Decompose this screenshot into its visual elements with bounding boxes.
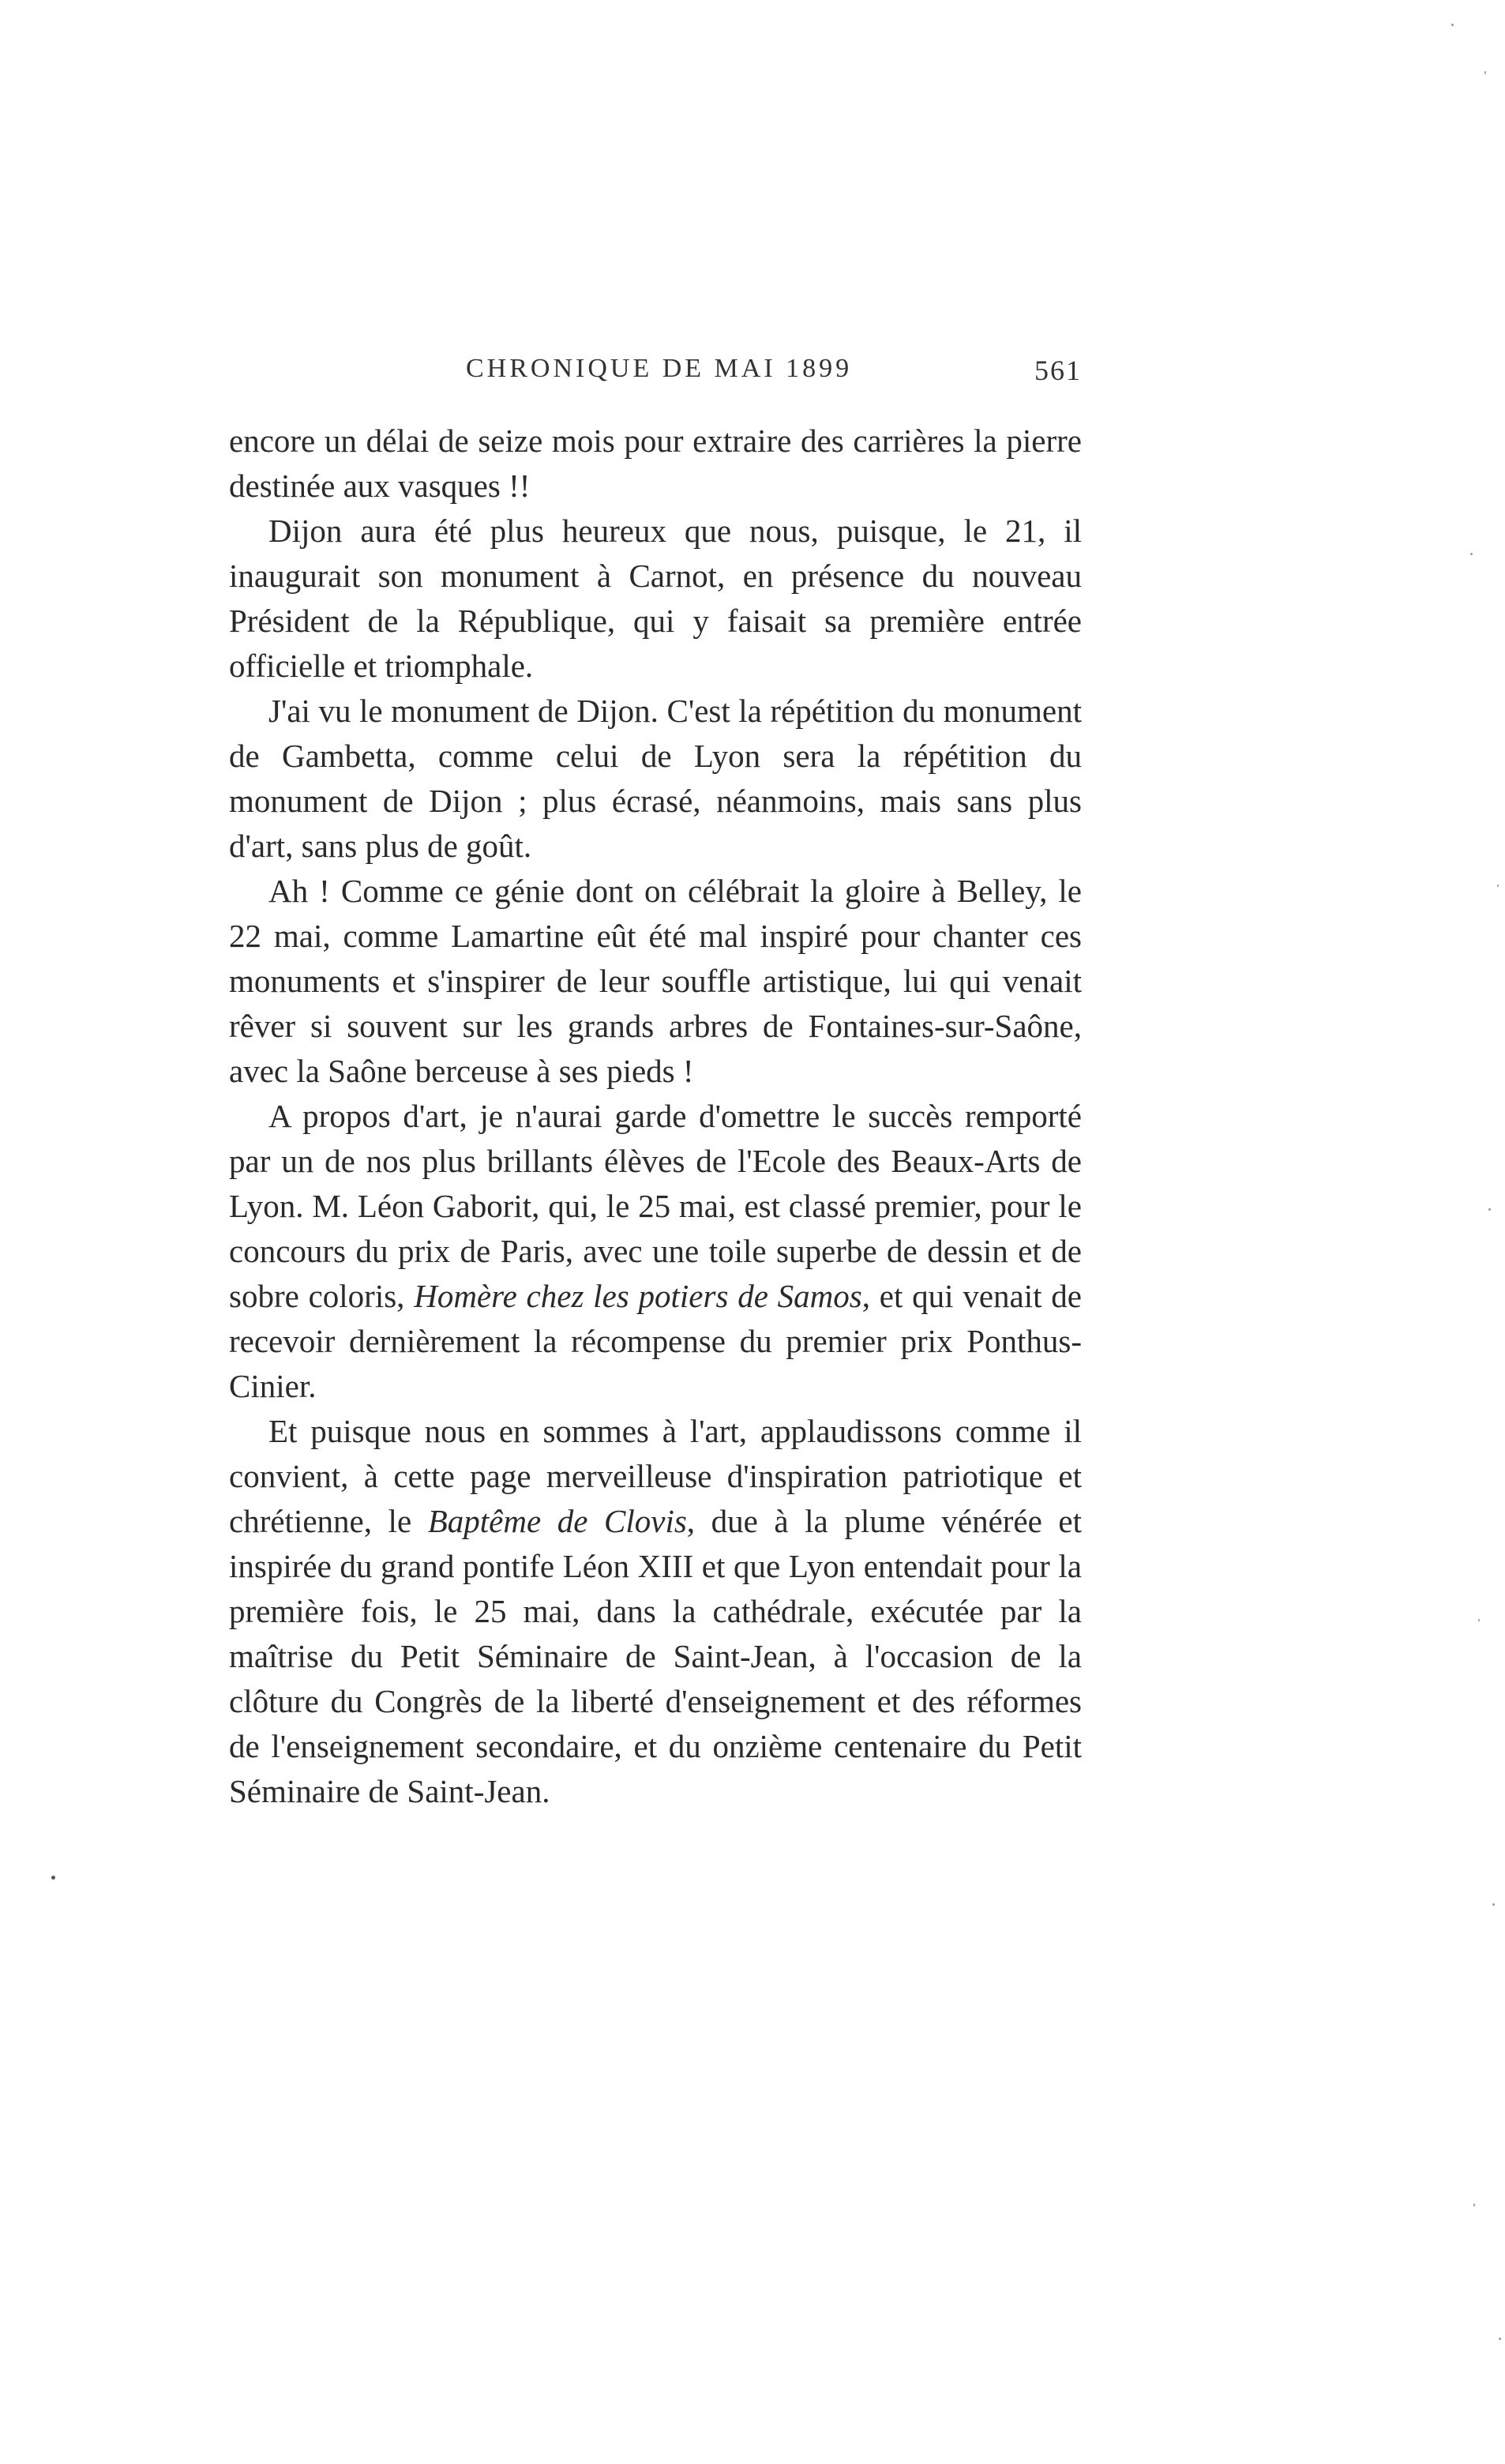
page-number: 561 — [1034, 355, 1082, 386]
paragraph-5-text-before: A propos d'art, je n'aurai garde d'omettre le succès remporté par un de nos plus brillants élèves de l'Ecole des Beaux-Arts de Lyon. M. Léon Gaborit, qui, le 25 mai, est classé premier, pour le concours du prix de Paris, avec une toile superbe de dessin et de sobre coloris, — [229, 1098, 1082, 1314]
composition-title: Baptême de Clovis — [427, 1503, 687, 1539]
paragraph-2: Dijon aura été plus heureux que nous, puisque, le 21, il inaugurait son monument à Carnot, en présence du nouveau Président de la République, qui y faisait sa première entrée officielle et triomphale. — [229, 513, 1082, 684]
artwork-title: Homère chez les potiers de Samos — [414, 1278, 862, 1314]
body-text — [229, 419, 1082, 1814]
running-title: CHRONIQUE DE MAI 1899 — [466, 354, 853, 383]
paragraph-4: Ah ! Comme ce génie dont on célébrait la gloire à Belley, le 22 mai, comme Lamartine eût été mal inspiré pour chanter ces monuments et s'inspirer de leur souffle artistique, lui qui venait rêver si souvent sur les grands arbres de Fontaines-sur-Saône, avec la Saône berceuse à ses pieds ! — [229, 873, 1082, 1089]
paragraph-5-text-after: , et qui venait de recevoir dernièrement la récompense du premier prix Ponthus-Cinier. — [229, 1278, 1082, 1404]
paragraph-6-text-after: , due à la plume vénérée et inspirée du grand pontife Léon XIII et que Lyon entendait pour la première fois, le 25 mai, dans la cathédrale, exécutée par la maîtrise du Petit Séminaire de Saint-Jean, à l'occasion de la clôture du Congrès de la liberté d'enseignement et des réformes de l'enseignement secondaire, et du onzième centenaire du Petit Séminaire de Saint-Jean. — [229, 1503, 1082, 1809]
running-head — [229, 354, 1082, 401]
paragraph-1: encore un délai de seize mois pour extraire des carrières la pierre destinée aux vasques !! — [229, 423, 1082, 504]
paragraph-6 — [229, 1409, 1082, 1814]
paragraph-5 — [229, 1094, 1082, 1409]
paragraph-6-text-before: Et puisque nous en sommes à l'art, applaudissons comme il convient, à cette page merveilleuse d'inspiration patriotique et chrétienne, le — [229, 1413, 1082, 1539]
paragraph-3: J'ai vu le monument de Dijon. C'est la répétition du monument de Gambetta, comme celui de Lyon sera la répétition du monument de Dijon ; plus écrasé, néanmoins, mais sans plus d'art, sans plus de goût. — [229, 693, 1082, 864]
